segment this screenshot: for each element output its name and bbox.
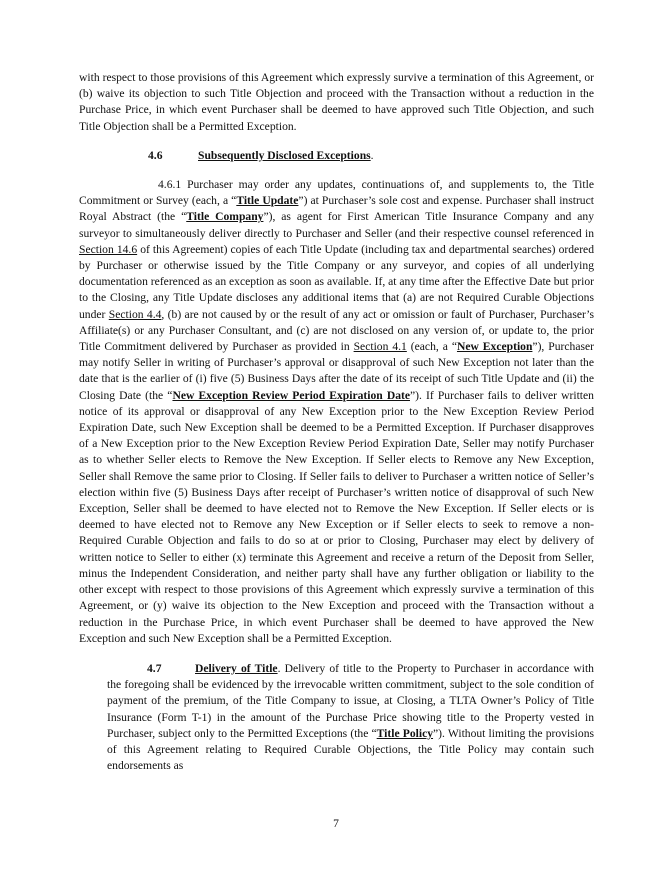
text-run: ”). Without limiting the provisions of this Agreement relating to Required Curable Objections, the Title Policy may contain such endorsements as	[107, 726, 595, 773]
text-run: of this Agreement) copies of each Title Update (including tax and departmental searches) ordered by Purchaser or otherwise issued by the Title Company or any surveyor, and copies of all underlying documentation referenced as an exception as soon as available. If, at any time after the Effective Date but prior to the Closing, any Title Update discloses any additional items that (a) are not Required Curable Objections under	[79, 242, 594, 321]
text-run: (each, a “	[406, 340, 457, 354]
text-run: ”). If Purchaser fails to deliver written notice of its approval or disapproval of any New Exception prior to the New Exception Review Period Expiration Date, such New Exception shall be deemed to be a Permitted Exception. If Purchaser disapproves of a New Exception prior to the New Exception Review Period Expiration Date, Seller may notify Purchaser as to whether Seller elects to Remove the New Exception. If Seller elects to Remove any New Exception, Seller shall Remove the same prior to Closing. If Seller fails to deliver to Purchaser a written notice of Seller’s election within five (5) Business Days after receipt of Purchaser’s written notice of disapproval of such New Exception, Seller shall be deemed to have elected not to Remove the New Exception. If Seller elects or is deemed to have elected not to Remove any New Exception or if Seller elects to seek to remove a non-Required Curable Objection and fails to do so at or prior to Closing, Purchaser may elect by delivery of written notice to Seller to either (x) terminate this Agreement and receive a return of the Deposit from Seller, minus the Independent Consideration, and neither party shall have any further obligation or liability to the other except with respect to those provisions of this Agreement which expressly survive a termination of this Agreement, or (y) waive its objection to the New Exception and proceed with the Transaction without a reduction in the Purchase Price, in which event Purchaser shall be deemed to have approved the New Exception and such New Exception shall be a Permitted Exception.	[79, 388, 594, 645]
section-title: Subsequently Disclosed Exceptions	[198, 148, 371, 162]
text-run: ”), Purchaser may notify Seller in writing of Purchaser’s approval or disapproval of such New Exception not later than the date that is the earlier of (i) five (5) Business Days after the date of its receipt of such Title Update and (ii) the Closing Date (the “	[79, 340, 594, 402]
section-title-period: .	[370, 148, 374, 162]
defined-term: Title Update	[236, 194, 299, 208]
defined-term: New Exception	[456, 340, 533, 354]
section-4-7-paragraph	[79, 661, 594, 774]
text-run: Purchaser may order any updates, continuations of, and supplements to, the Title Commitment or Survey (each, a “	[79, 178, 594, 208]
subsection-number: 4.6.1	[158, 178, 182, 192]
page-number: 7	[333, 817, 339, 830]
text-run: , (b) are not caused by or the result of any act or omission or fault of Purchaser, Purchaser’s Affiliate(s) or any Purchaser Consultant, and (c) are not disclosed on any version of, or update to, the prior Title Commitment delivered by Purchaser as provided in	[79, 307, 595, 354]
section-title: Delivery of Title	[195, 661, 278, 675]
continued-paragraph: with respect to those provisions of this Agreement which expressly survive a termination of this Agreement, or (b) waive its objection to such Title Objection and proceed with the Transaction without a reduction in the Purchase Price, in which event Purchaser shall be deemed to have approved such Title Objection, and such Title Objection shall be a Permitted Exception.	[79, 71, 594, 133]
text-run: ”), as agent for First American Title Insurance Company and any surveyor to simultaneously deliver directly to Purchaser and Seller (and their respective counsel referenced in	[79, 210, 594, 240]
defined-term: Title Company	[186, 210, 264, 224]
defined-term: Title Policy	[376, 726, 434, 740]
section-reference: Section 4.4	[108, 307, 162, 321]
section-reference: Section 4.1	[353, 340, 407, 354]
text-run: ”) at Purchaser’s sole cost and expense. Purchaser shall instruct Royal Abstract (the “	[79, 194, 594, 224]
section-4-6-1-paragraph	[79, 177, 594, 647]
section-4-6-heading	[79, 148, 594, 164]
text-run: . Delivery of title to the Property to Purchaser in accordance with the foregoing shall be evidenced by the irrevocable written commitment, subject to the sole condition of payment of the premium, of the Title Company to issue, at Closing, a TLTA Owner’s Policy of Title Insurance (Form T-1) in the amount of the Purchase Price showing title to the Property vested in Purchaser, subject only to the Permitted Exceptions (the “	[107, 661, 594, 740]
defined-term: New Exception Review Period Expiration Date	[172, 388, 410, 402]
section-number: 4.7	[147, 661, 162, 675]
section-number: 4.6	[148, 148, 163, 162]
section-reference: Section 14.6	[79, 242, 138, 256]
